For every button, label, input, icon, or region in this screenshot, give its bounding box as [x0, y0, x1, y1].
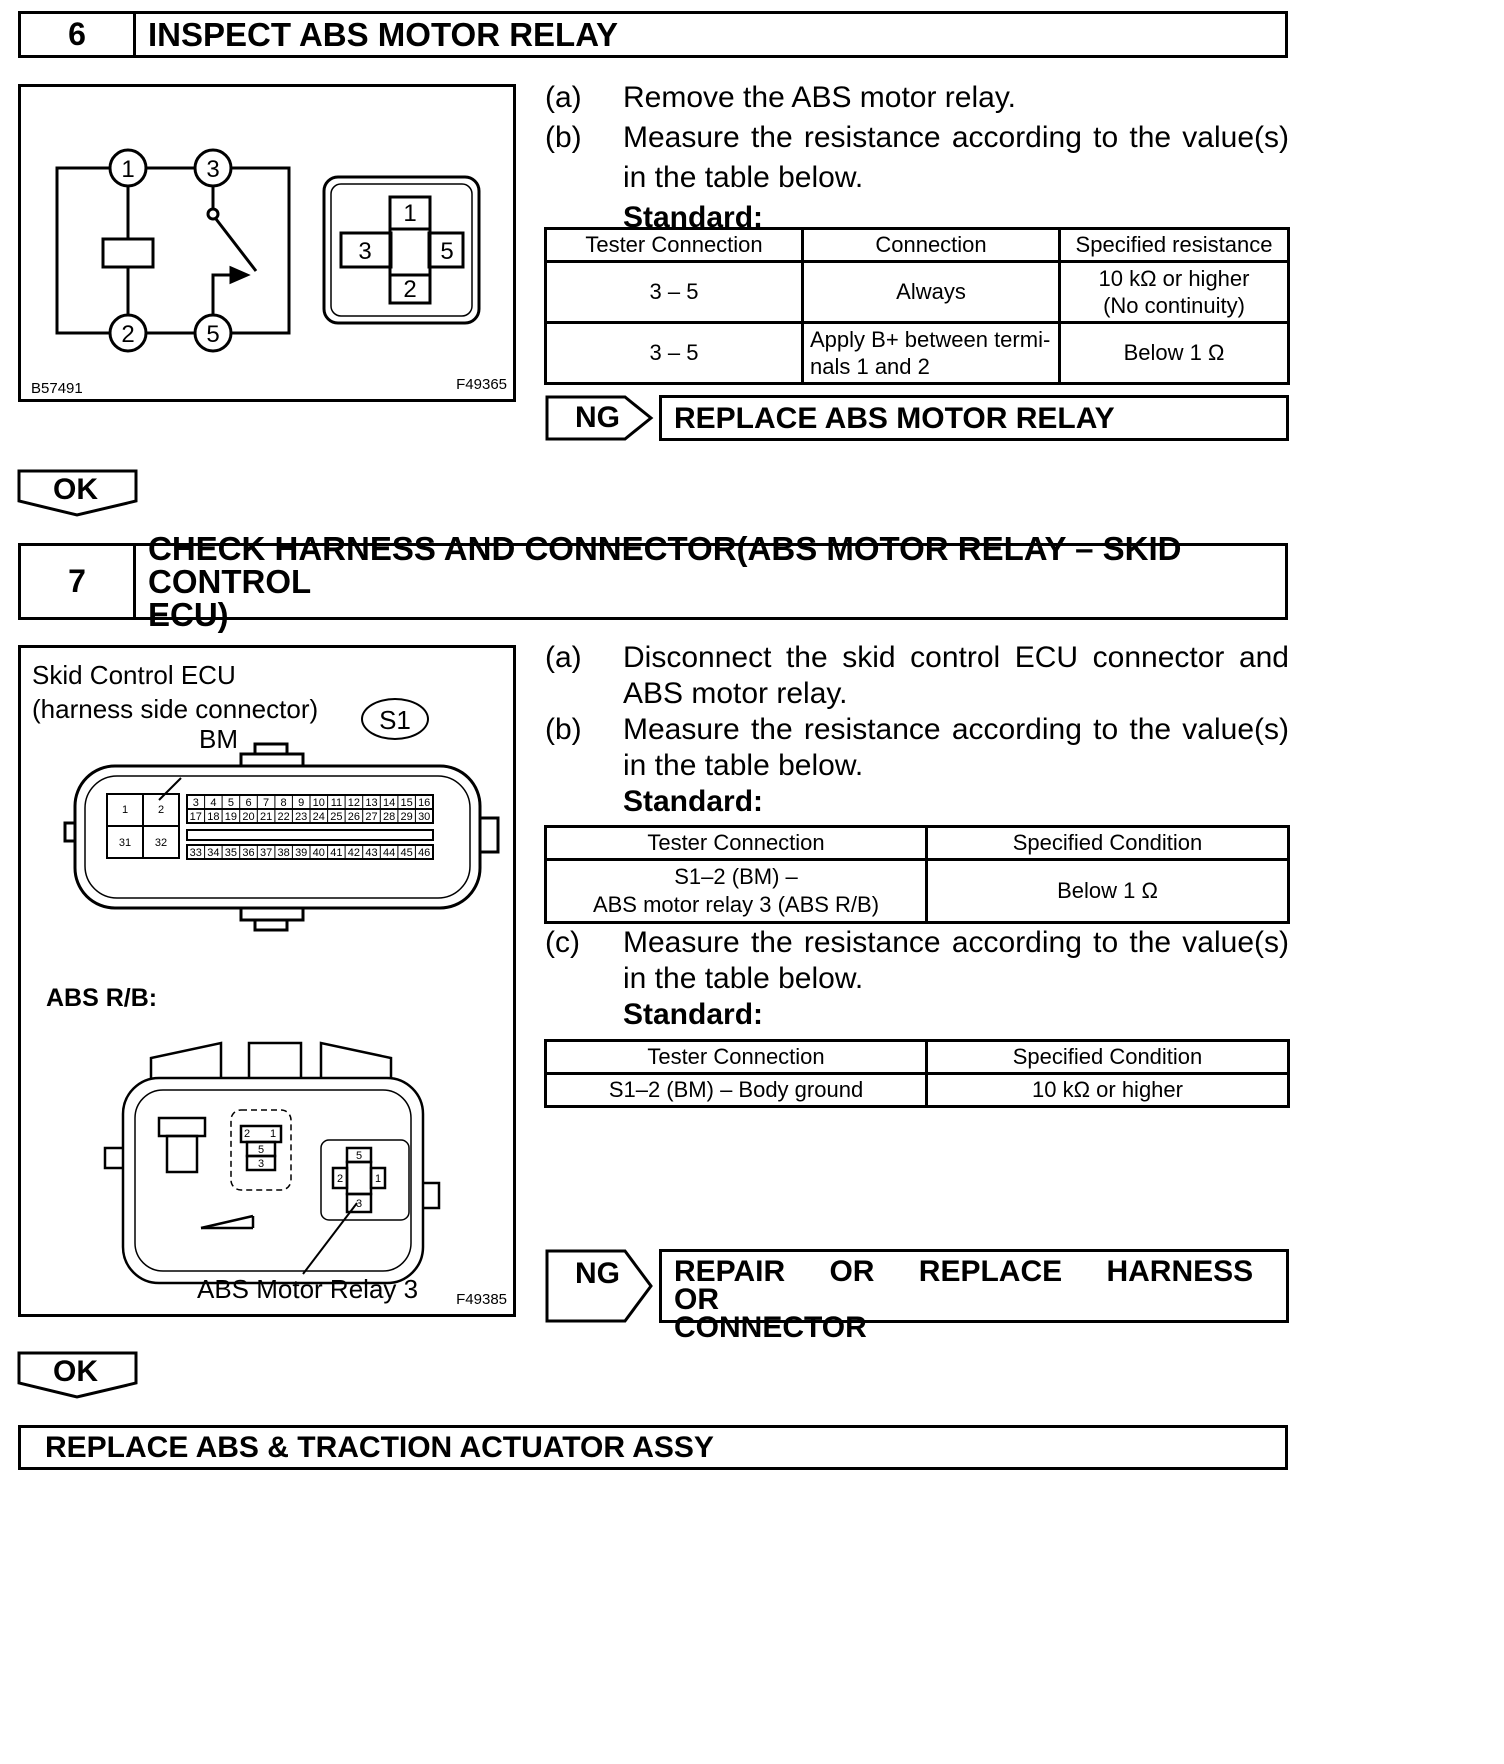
- schem-term-3: 3: [206, 156, 220, 183]
- pin-number: 37: [259, 847, 273, 859]
- table-header: Specified resistance: [1060, 229, 1289, 262]
- pin-number: 9: [298, 797, 305, 809]
- rb-pin-number: 1: [374, 1173, 382, 1185]
- table-header: Specified Condition: [927, 1041, 1289, 1074]
- pin-number: 1: [121, 804, 129, 816]
- table-row: [546, 860, 1289, 923]
- ecu-label-line1: Skid Control ECU: [32, 660, 236, 690]
- pin-number: 29: [400, 811, 413, 823]
- step7-title: [136, 530, 1285, 633]
- conn-term-3: 3: [358, 238, 372, 265]
- abs-rb-drawing: [21, 648, 513, 1320]
- table-cell-line: 10 kΩ or higher: [1098, 266, 1250, 291]
- table-cell: [803, 323, 1060, 384]
- rb-pin-number: 2: [336, 1173, 344, 1185]
- pin-number: 20: [242, 811, 255, 823]
- ng-action-line2: CONNECTOR: [674, 1311, 867, 1344]
- pin-number: 36: [242, 847, 255, 859]
- table-cell-line: ABS motor relay 3 (ABS R/B): [592, 892, 880, 917]
- pin-number: 40: [312, 847, 325, 859]
- pin-number: 3: [192, 797, 199, 809]
- pin-number: 2: [157, 804, 165, 816]
- step6-ok-button[interactable]: [17, 469, 139, 517]
- table-cell: 3 – 5: [546, 323, 803, 384]
- table-cell-line: nals 1 and 2: [810, 354, 930, 379]
- table-cell: [1060, 262, 1289, 323]
- step7-instructions-c: [545, 925, 1289, 1033]
- step7-spec-table-1: [544, 825, 1290, 924]
- ng-action-text: REPLACE ABS MOTOR RELAY: [674, 402, 1115, 435]
- figure-code-left: B57491: [31, 380, 83, 397]
- pin-number: 35: [224, 847, 238, 859]
- rb-pin-number: 3: [257, 1158, 265, 1170]
- pin-number: 44: [382, 847, 396, 859]
- pin-number: 8: [280, 797, 287, 809]
- step6-title: INSPECT ABS MOTOR RELAY: [148, 16, 619, 53]
- pin-number: 10: [312, 797, 325, 809]
- pin-number: 5: [227, 797, 234, 809]
- schem-term-5: 5: [206, 321, 220, 348]
- step6-number: 6: [21, 14, 136, 55]
- instr-b-text: Measure the resistance according to the value(s) in the table below.: [623, 121, 1289, 194]
- step7-header: [18, 530, 1288, 633]
- table-header: Connection: [803, 229, 1060, 262]
- rb-pin-number: 3: [355, 1198, 363, 1210]
- rb-label: ABS R/B:: [46, 984, 158, 1012]
- connector-id: S1: [379, 705, 411, 735]
- step6-header: [18, 11, 1288, 58]
- pin-number: 33: [189, 847, 202, 859]
- step7-ng-action: [659, 1249, 1289, 1344]
- rb-pin-number: 5: [257, 1144, 265, 1156]
- rb-pin-number: 5: [355, 1150, 363, 1162]
- figure-code-right: F49385: [456, 1291, 507, 1308]
- relay-diagram: [21, 87, 513, 399]
- pin-number: 14: [382, 797, 396, 809]
- pin-number: 19: [224, 811, 238, 823]
- ng-label: NG: [575, 401, 620, 434]
- instr-a: [545, 640, 1289, 712]
- table-row: [546, 323, 1289, 384]
- pin-number: 41: [330, 847, 343, 859]
- pin-number: 25: [330, 811, 343, 823]
- ng-label: NG: [575, 1257, 620, 1290]
- pin-number: 6: [245, 797, 252, 809]
- pin-number: 13: [365, 797, 378, 809]
- table-header: Specified Condition: [927, 827, 1289, 860]
- table-header: Tester Connection: [546, 229, 803, 262]
- ok-label: OK: [53, 1355, 98, 1388]
- instr-c-label: (c): [545, 926, 580, 959]
- pin-number: 4: [210, 797, 217, 809]
- instr-c: [545, 925, 1289, 997]
- pin-number: 7: [263, 797, 270, 809]
- step7-spec-table-2: [544, 1039, 1290, 1108]
- table-row: [546, 1074, 1289, 1107]
- figure-code-right: F49365: [456, 376, 507, 393]
- bm-label: BM: [199, 724, 238, 754]
- pin-number: 43: [365, 847, 378, 859]
- pin-number: 16: [418, 797, 431, 809]
- instr-c-text: Measure the resistance according to the value(s) in the table below.: [623, 926, 1289, 995]
- standard-label: Standard:: [623, 201, 764, 234]
- table-cell: Always: [803, 262, 1060, 323]
- table-cell: [546, 860, 927, 923]
- standard-label: Standard:: [623, 998, 764, 1031]
- instr-b: [545, 118, 1289, 198]
- step7-figure: [18, 645, 516, 1317]
- rb-pin-number: 1: [269, 1128, 277, 1140]
- step6-figure: [18, 84, 516, 402]
- pin-number: 24: [312, 811, 325, 823]
- ng-action-line1: REPAIR OR REPLACE HARNESS OR: [674, 1255, 1254, 1316]
- pin-number: 46: [418, 847, 431, 859]
- step6-ng-action: [659, 395, 1289, 441]
- pin-number: 39: [295, 847, 308, 859]
- table-cell: 3 – 5: [546, 262, 803, 323]
- table-cell: 10 kΩ or higher: [927, 1074, 1289, 1107]
- final-action: [18, 1425, 1288, 1470]
- pin-number: 15: [400, 797, 413, 809]
- table-cell: Below 1 Ω: [927, 860, 1289, 923]
- step6-spec-table: [544, 227, 1290, 385]
- pin-number: 22: [277, 811, 290, 823]
- pin-number: 32: [154, 837, 168, 849]
- relay-label: ABS Motor Relay 3: [197, 1274, 419, 1304]
- conn-term-5: 5: [440, 238, 454, 265]
- instr-a-label: (a): [545, 81, 582, 114]
- pin-number: 23: [295, 811, 308, 823]
- table-cell-line: (No continuity): [1103, 293, 1245, 318]
- conn-term-2: 2: [403, 276, 417, 303]
- final-action-text: REPLACE ABS & TRACTION ACTUATOR ASSY: [45, 1430, 714, 1464]
- table-header: Tester Connection: [546, 1041, 927, 1074]
- table-cell: S1–2 (BM) – Body ground: [546, 1074, 927, 1107]
- schem-term-2: 2: [121, 321, 135, 348]
- rb-pin-number: 2: [243, 1128, 251, 1140]
- step7-instructions-ab: [545, 640, 1289, 820]
- step7-title-line2: ECU): [148, 596, 229, 633]
- table-row: [546, 262, 1289, 323]
- pin-number: 17: [189, 811, 202, 823]
- instr-b: [545, 712, 1289, 784]
- pin-number: 38: [277, 847, 290, 859]
- ok-label: OK: [53, 473, 98, 506]
- step7-ng-tag[interactable]: [545, 1249, 655, 1323]
- table-cell-line: S1–2 (BM) –: [674, 864, 798, 889]
- instr-b-label: (b): [545, 121, 582, 154]
- pin-number: 18: [207, 811, 220, 823]
- table-cell-line: Apply B+ between termi-: [810, 327, 1051, 352]
- pin-number: 31: [118, 837, 132, 849]
- step7-ok-button[interactable]: [17, 1351, 139, 1399]
- pin-number: 28: [382, 811, 396, 823]
- table-cell: Below 1 Ω: [1060, 323, 1289, 384]
- instr-a-text: Remove the ABS motor relay.: [623, 81, 1016, 114]
- instr-b-label: (b): [545, 713, 582, 746]
- instr-a-label: (a): [545, 641, 582, 674]
- schem-term-1: 1: [121, 156, 135, 183]
- pin-number: 21: [259, 811, 273, 823]
- pin-number: 27: [365, 811, 378, 823]
- step6-instructions: [545, 78, 1289, 238]
- pin-number: 11: [330, 797, 343, 809]
- step7-number: 7: [21, 546, 136, 617]
- step7-title-line1: CHECK HARNESS AND CONNECTOR(ABS MOTOR RELAY – SKID CONTROL: [148, 530, 1182, 600]
- pin-number: 42: [347, 847, 361, 859]
- pin-number: 30: [418, 811, 431, 823]
- instr-b-text: Measure the resistance according to the value(s) in the table below.: [623, 713, 1289, 782]
- step6-ng-tag[interactable]: [545, 395, 655, 441]
- standard-label: Standard:: [623, 785, 764, 818]
- conn-term-1: 1: [403, 200, 417, 227]
- instr-a: [545, 78, 1289, 118]
- table-header: Tester Connection: [546, 827, 927, 860]
- pin-number: 45: [400, 847, 413, 859]
- ecu-label-line2: (harness side connector): [32, 694, 319, 724]
- pin-number: 26: [347, 811, 361, 823]
- instr-a-text: Disconnect the skid control ECU connector and ABS motor relay.: [623, 641, 1289, 710]
- pin-number: 34: [207, 847, 220, 859]
- pin-number: 12: [347, 797, 361, 809]
